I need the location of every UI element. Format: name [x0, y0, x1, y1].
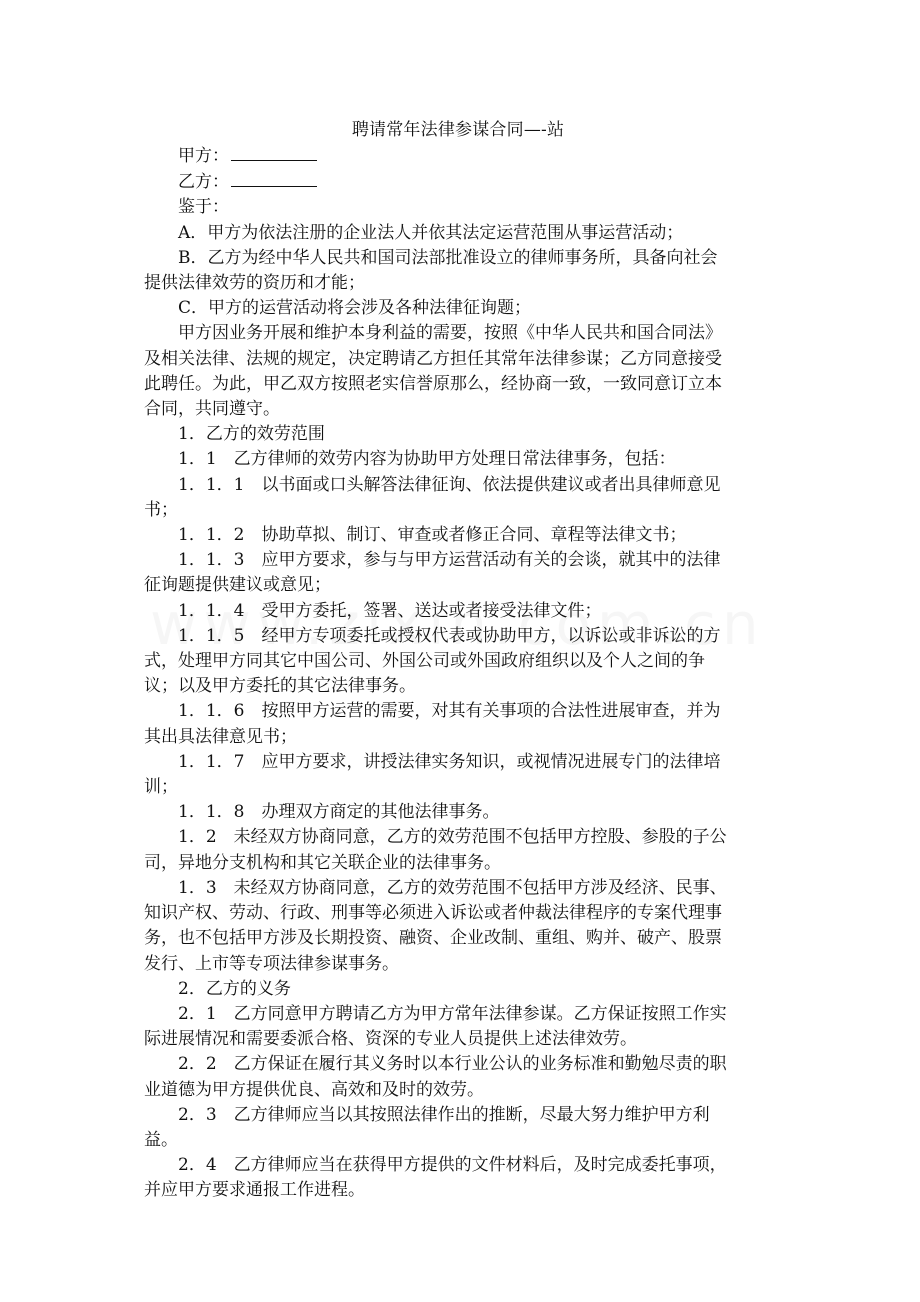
paragraph-line: 书； [144, 499, 178, 520]
paragraph [144, 1002, 772, 1052]
document-title: 聘请常年法律参谋合同—-站 [351, 120, 565, 140]
party-b-line [144, 169, 772, 195]
paragraph-line: 1．1．1 以书面或口头解答法律征询、依法提供建议或者出具律师意见 [178, 474, 721, 495]
paragraph-line: 1．1 乙方律师的效劳内容为协助甲方处理日常法律事务，包括： [178, 449, 676, 470]
paragraph-line: 1．2 未经双方协商同意，乙方的效劳范围不包括甲方控股、参股的子公 [178, 827, 727, 848]
paragraph-line: A．甲方为依法注册的企业法人并依其法定运营范围从事运营活动； [178, 222, 684, 243]
paragraph-line: 2．2 乙方保证在履行其义务时以本行业公认的业务标准和勤勉尽责的职 [178, 1054, 727, 1075]
paragraph-line: 际进展情况和需要委派合格、资深的专业人员提供上述法律效劳。 [144, 1029, 637, 1050]
paragraph-line: 1．1．4 受甲方委托，签署、送达或者接受法律文件； [178, 600, 602, 621]
paragraph-line: 发行、上市等专项法律参谋事务。 [144, 953, 399, 974]
paragraph [144, 548, 772, 598]
paragraph-line: 2．4 乙方律师应当在获得甲方提供的文件材料后，及时完成委托事项， [178, 1155, 727, 1176]
paragraph [144, 825, 772, 875]
paragraph-line: 征询题提供建议或意见； [144, 575, 331, 596]
paragraph [144, 321, 772, 422]
paragraph [144, 624, 772, 700]
paragraph-line: 1．1．8 办理双方商定的其他法律事务。 [178, 802, 500, 823]
document-body [144, 221, 772, 1204]
paragraph [144, 876, 772, 977]
paragraph-line: 益。 [144, 1129, 178, 1150]
paragraph-line: 式，处理甲方同其它中国公司、外国公司或外国政府组织以及个人之间的争 [144, 651, 705, 672]
paragraph-line: 务，也不包括甲方涉及长期投资、融资、企业改制、重组、购并、破产、股票 [144, 928, 722, 949]
paragraph-line: 2．3 乙方律师应当以其按照法律作出的推断，尽最大努力维护甲方利 [178, 1104, 710, 1125]
paragraph-line: C．甲方的运营活动将会涉及各种法律征询题； [178, 298, 532, 319]
paragraph [144, 1153, 772, 1203]
paragraph-line: 1．3 未经双方协商同意，乙方的效劳范围不包括甲方涉及经济、民事、 [178, 877, 727, 898]
paragraph-line: 1．1．3 应甲方要求，参与与甲方运营活动有关的会谈，就其中的法律 [178, 550, 721, 571]
party-a-line [144, 143, 772, 169]
paragraph [144, 246, 772, 296]
paragraph-line: 2．乙方的义务 [178, 978, 291, 999]
paragraph-line: 业道德为甲方提供优良、高效和及时的效劳。 [144, 1079, 484, 1100]
paragraph-line: 合同，共同遵守。 [144, 399, 280, 420]
paragraph [144, 523, 772, 548]
paragraph-line: 1．1．2 协助草拟、制订、审查或者修正合同、章程等法律文书； [178, 525, 687, 546]
paragraph-line: 1．乙方的效劳范围 [178, 424, 325, 445]
paragraph [144, 422, 772, 447]
paragraph [144, 750, 772, 800]
document-page [144, 118, 772, 1204]
paragraph [144, 599, 772, 624]
paragraph [144, 447, 772, 472]
paragraph-line: 此聘任。为此，甲乙双方按照老实信誉原那么，经协商一致，一致同意订立本 [144, 373, 722, 394]
paragraph-line: 其出具法律意见书； [144, 726, 297, 747]
paragraph [144, 1103, 772, 1153]
paragraph-line: 及相关法律、法规的规定，决定聘请乙方担任其常年法律参谋；乙方同意接受 [144, 348, 722, 369]
paragraph [144, 296, 772, 321]
paragraph [144, 699, 772, 749]
paragraph-line: 2．1 乙方同意甲方聘请乙方为甲方常年法律参谋。乙方保证按照工作实 [178, 1003, 727, 1024]
paragraph [144, 221, 772, 246]
paragraph-line: 1．1．5 经甲方专项委托或授权代表或协助甲方，以诉讼或非诉讼的方 [178, 625, 721, 646]
paragraph [144, 1052, 772, 1102]
party-a-label: 甲方： [178, 146, 229, 166]
paragraph [144, 473, 772, 523]
paragraph-line: 议；以及甲方委托的其它法律事务。 [144, 676, 416, 697]
party-b-blank [231, 169, 317, 187]
party-a-blank [231, 143, 317, 161]
party-b-label: 乙方： [178, 172, 229, 193]
paragraph-line: 知识产权、劳动、行政、刑事等必须进入诉讼或者仲裁法律程序的专案代理事 [144, 903, 722, 924]
paragraph-line: 1．1．7 应甲方要求，讲授法律实务知识，或视情况进展专门的法律培 [178, 751, 721, 772]
whereas-label: 鉴于： [178, 197, 229, 218]
paragraph-line: 训； [144, 777, 178, 798]
paragraph-line: 并应甲方要求通报工作进程。 [144, 1180, 365, 1201]
paragraph-line: B．乙方为经中华人民共和国司法部批准设立的律师事务所，具备向社会 [178, 247, 718, 268]
paragraph-line: 司，异地分支机构和其它关联企业的法律事务。 [144, 852, 501, 873]
paragraph-line: 甲方因业务开展和维护本身利益的需要，按照《中华人民共和国合同法》 [178, 323, 722, 344]
paragraph [144, 977, 772, 1002]
paragraph [144, 800, 772, 825]
paragraph-line: 1．1．6 按照甲方运营的需要，对其有关事项的合法性进展审查，并为 [178, 701, 721, 722]
paragraph-line: 提供法律效劳的资历和才能； [144, 273, 365, 294]
